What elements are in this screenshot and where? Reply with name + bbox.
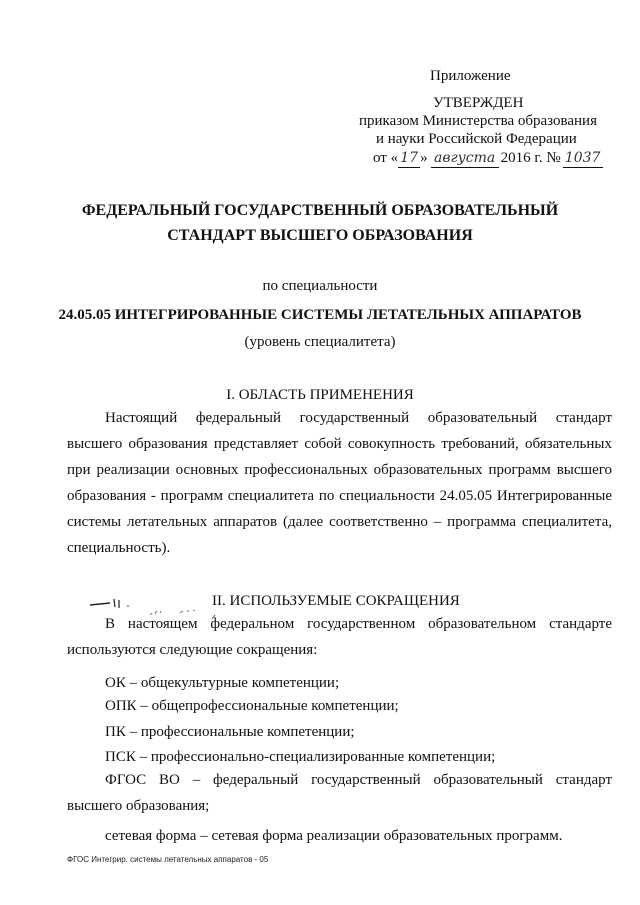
abbr-item-pk: ПК – профессиональные компетенции; [105,724,355,740]
order-line-2: и науки Российской Федерации [376,131,577,147]
paragraph-line: высшего образования; [67,798,210,814]
paragraph-line: образования - программ специалитета по специальности 24.05.05 Интегрированные [67,488,612,504]
date-mid: » [420,150,428,166]
approved-label: УТВЕРЖДЕН [433,95,524,111]
paragraph-line: ФГОС ВО – федеральный государственный образовательный стандарт [105,772,612,788]
section-1-heading: I. ОБЛАСТЬ ПРИМЕНЕНИЯ [226,387,414,403]
abbr-item-psk: ПСК – профессионально-специализированные компетенции; [105,749,496,765]
appendix-label: Приложение [430,68,511,84]
paragraph-line: при реализации основных профессиональных образовательных программ высшего [67,462,612,478]
order-date-line [373,149,603,168]
fgos-definition [67,767,612,819]
order-line-1: приказом Министерства образования [359,113,597,129]
paragraph-line: используются следующие сокращения: [67,642,318,658]
specialty-title: 24.05.05 ИНТЕГРИРОВАННЫЕ СИСТЕМЫ ЛЕТАТЕЛЬНЫХ АППАРАТОВ [58,307,582,323]
paragraph-line: системы летательных аппаратов (далее соответственно – программа специалитета, [67,514,612,530]
date-prefix: от « [373,150,399,166]
abbr-item-ok: ОК – общекультурные компетенции; [105,675,340,691]
paragraph-line: высшего образования представляет собой совокупность требований, обязательных [67,436,612,452]
date-month-handwritten: августа [431,149,499,168]
title-line-1: ФЕДЕРАЛЬНЫЙ ГОСУДАРСТВЕННЫЙ ОБРАЗОВАТЕЛЬНЫЙ [81,202,559,219]
date-day-handwritten: 17 [398,149,420,168]
section-2-heading: II. ИСПОЛЬЗУЕМЫЕ СОКРАЩЕНИЯ [212,593,460,609]
level-label: (уровень специалитета) [244,334,396,350]
date-year: 2016 г. № [500,150,561,166]
section-2-intro [67,611,612,663]
by-specialty-label: по специальности [262,278,378,294]
section-1-paragraph [67,405,612,561]
paragraph-line: Настоящий федеральный государственный образовательный стандарт [105,410,612,426]
order-number-handwritten: 1037 [563,149,603,168]
paragraph-line: специальность). [67,540,171,556]
footer-text: ФГОС Интегрир. системы летательных аппаратов - 05 [67,855,269,864]
abbr-item-opk: ОПК – общепрофессиональные компетенции; [105,698,399,714]
title-line-2: СТАНДАРТ ВЫСШЕГО ОБРАЗОВАНИЯ [167,227,473,244]
network-form-item: сетевая форма – сетевая форма реализации образовательных программ. [105,828,563,844]
paragraph-line: В настоящем федеральном государственном образовательном стандарте [105,616,612,632]
